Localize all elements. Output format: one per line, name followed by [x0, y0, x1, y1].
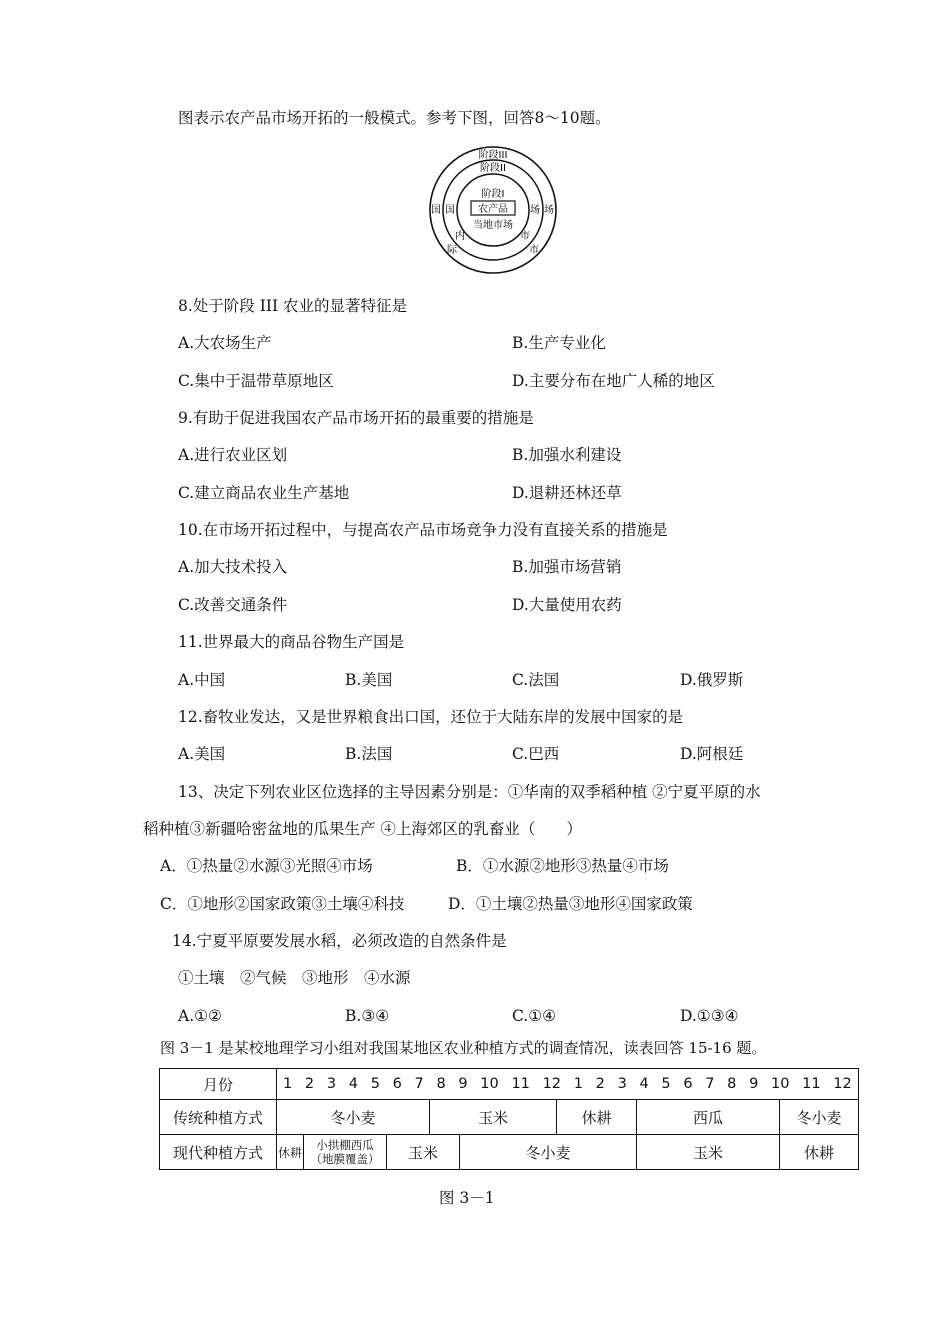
question-10-option-a: A.加大技术投入: [178, 558, 288, 576]
question-10-option-b: B.加强市场营销: [512, 558, 622, 576]
traditional-label: 传统种植方式: [160, 1100, 277, 1135]
stage1-label: 阶段I: [481, 189, 505, 200]
question-11-option-a: A.中国: [178, 671, 226, 689]
month-row: [277, 1069, 859, 1100]
question-10-stem: 10.在市场开拓过程中，与提高农产品市场竞争力没有直接关系的措施是: [178, 521, 668, 539]
table-cell: 休耕: [557, 1100, 637, 1135]
intro-text: 图表示农产品市场开拓的一般模式。参考下图，回答8～10题。: [178, 109, 611, 127]
domestic-right-label: 场: [530, 205, 540, 216]
month-cell: 6: [683, 1076, 693, 1092]
question-12-option-c: C.巴西: [512, 745, 560, 763]
question-9-option-b: B.加强水利建设: [512, 446, 622, 464]
question-8-option-d: D.主要分布在地广人稀的地区: [512, 372, 715, 390]
month-cell: 12: [542, 1076, 562, 1092]
month-cell: 4: [639, 1076, 649, 1092]
month-cell: 6: [392, 1076, 402, 1092]
month-cell: 11: [802, 1076, 821, 1092]
month-cell: 1: [283, 1076, 293, 1092]
question-14-option-c: C.①④: [512, 1007, 557, 1025]
local-market-label: 当地市场: [473, 220, 513, 231]
question-8-option-c: C.集中于温带草原地区: [178, 372, 334, 390]
question-8-option-a: A.大农场生产: [178, 334, 272, 352]
table-cell: 冬小麦: [780, 1100, 859, 1135]
cell-line: （地膜覆盖）: [310, 1152, 380, 1166]
question-12-option-a: A.美国: [178, 745, 226, 763]
table-cell: 休耕: [780, 1135, 859, 1170]
question-14-conditions: ①土壤 ②气候 ③地形 ④水源: [178, 969, 411, 987]
month-cell: 9: [749, 1076, 759, 1092]
question-10-option-c: C.改善交通条件: [178, 596, 288, 614]
month-cell: 12: [833, 1076, 852, 1092]
question-13-option-a: A．①热量②水源③光照④市场: [160, 857, 373, 875]
month-cell: 7: [414, 1076, 424, 1092]
month-cell: 2: [595, 1076, 605, 1092]
question-8-stem: 8.处于阶段 III 农业的显著特征是: [178, 297, 408, 315]
domestic-bottom-left-label: 内: [455, 231, 465, 242]
month-cell: 3: [326, 1076, 337, 1092]
question-10-option-d: D.大量使用农药: [512, 596, 622, 614]
month-cell: 8: [727, 1076, 737, 1092]
table-intro: 图 3－1 是某校地理学习小组对我国某地区农业种植方式的调查情况，读表回答 15-16 题。: [160, 1039, 767, 1057]
stage2-label: 阶段II: [480, 163, 506, 174]
planting-table: [159, 1068, 859, 1170]
table-cell: 西瓜: [637, 1100, 780, 1135]
question-13-stem-cont: 稻种植③新疆哈密盆地的瓜果生产 ④上海郊区的乳畜业（ ）: [143, 820, 582, 838]
question-9-option-d: D.退耕还林还草: [512, 484, 622, 502]
question-9-stem: 9.有助于促进我国农产品市场开拓的最重要的措施是: [178, 409, 534, 427]
question-11-stem: 11.世界最大的商品谷物生产国是: [178, 633, 405, 651]
question-14-option-d: D.①③④: [680, 1007, 739, 1025]
month-cell: 10: [771, 1076, 790, 1092]
table-cell: 冬小麦: [277, 1100, 430, 1135]
intl-right-label: 场: [544, 205, 554, 216]
cell-line: 小拱棚西瓜: [316, 1138, 374, 1152]
domestic-left-label: 国: [445, 205, 455, 216]
question-12-stem: 12.畜牧业发达，又是世界粮食出口国，还位于大陆东岸的发展中国家的是: [178, 708, 684, 726]
table-cell: 玉米: [430, 1100, 557, 1135]
question-13-option-d: D．①土壤②热量③地形④国家政策: [448, 895, 693, 913]
question-11-option-d: D.俄罗斯: [680, 671, 744, 689]
question-9-option-a: A.进行农业区划: [178, 446, 288, 464]
question-11-option-b: B.美国: [345, 671, 393, 689]
domestic-bottom-right-label: 市: [520, 231, 530, 242]
question-14-option-b: B.③④: [345, 1007, 390, 1025]
month-cell: 8: [436, 1076, 446, 1092]
table-cell: 玉米: [637, 1135, 780, 1170]
question-13-option-c: C．①地形②国家政策③土壤④科技: [160, 895, 405, 913]
question-13-option-b: B．①水源②地形③热量④市场: [456, 857, 669, 875]
question-8-option-b: B.生产专业化: [512, 334, 606, 352]
table-cell: [304, 1135, 387, 1170]
figure-caption: 图 3－1: [439, 1189, 495, 1207]
month-cell: 2: [304, 1076, 315, 1092]
question-14-stem: 14.宁夏平原要发展水稻，必须改造的自然条件是: [172, 932, 507, 950]
question-12-option-d: D.阿根廷: [680, 745, 744, 763]
intl-bottom-right-label: 市: [529, 245, 539, 256]
intl-left-label: 国: [431, 205, 441, 216]
question-9-option-c: C.建立商品农业生产基地: [178, 484, 350, 502]
month-cell: 11: [511, 1076, 530, 1092]
month-cell: 9: [458, 1076, 468, 1092]
question-13-stem: 13、决定下列农业区位选择的主导因素分别是：①华南的双季稻种植 ②宁夏平原的水: [178, 783, 761, 801]
question-14-option-a: A.①②: [178, 1007, 222, 1025]
product-label: 农产品: [478, 204, 508, 215]
month-cell: 3: [617, 1076, 627, 1092]
question-11-option-c: C.法国: [512, 671, 560, 689]
month-cell: 1: [573, 1076, 583, 1092]
month-cell: 5: [370, 1076, 380, 1092]
table-cell: 冬小麦: [460, 1135, 637, 1170]
question-12-option-b: B.法国: [345, 745, 393, 763]
intl-bottom-left-label: 际: [447, 245, 457, 256]
stage3-label: 阶段III: [478, 150, 508, 161]
month-cell: 7: [705, 1076, 715, 1092]
month-cell: 5: [661, 1076, 671, 1092]
table-cell: 休耕: [277, 1135, 304, 1170]
modern-label: 现代种植方式: [160, 1135, 277, 1170]
month-cell: 4: [348, 1076, 358, 1092]
month-header: 月份: [160, 1069, 277, 1100]
month-cell: 10: [480, 1076, 499, 1092]
table-cell: 玉米: [387, 1135, 460, 1170]
market-expansion-diagram: [428, 145, 558, 275]
